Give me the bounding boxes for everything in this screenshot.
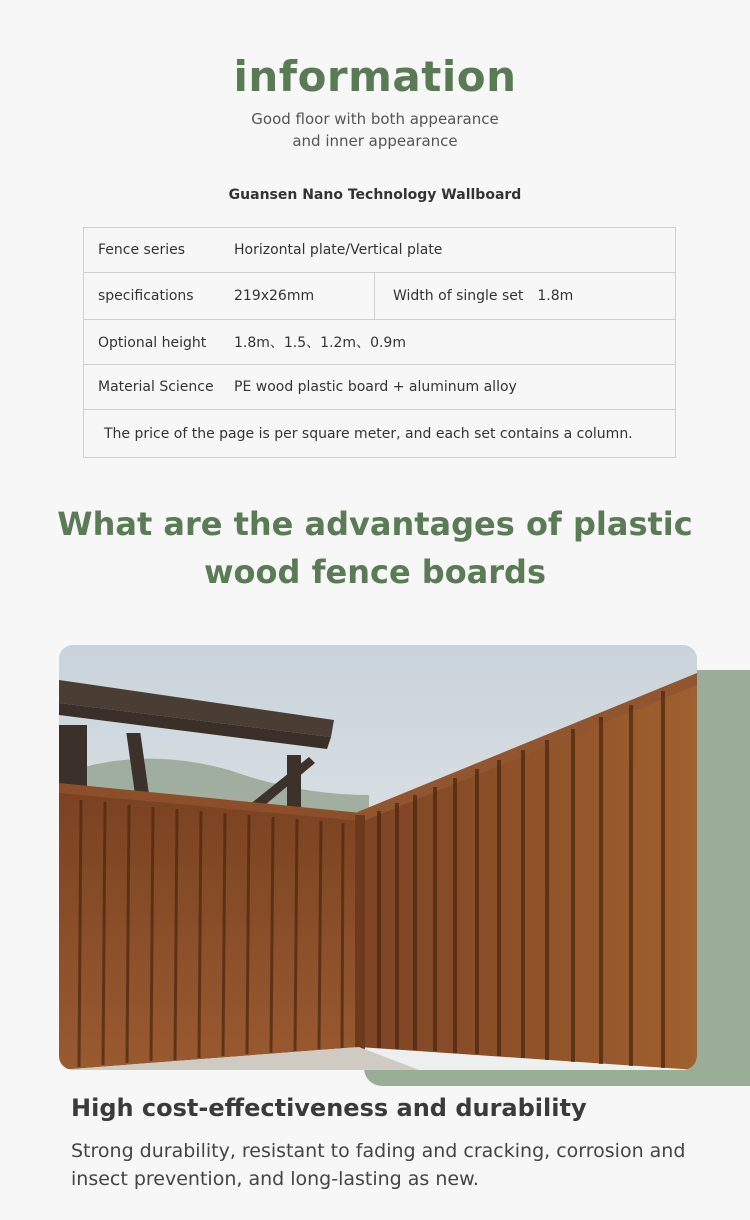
price-note: The price of the page is per square meter, and each set contains a column. — [84, 410, 676, 458]
spec-table — [83, 227, 676, 458]
material-label: Material Science — [98, 379, 214, 395]
fence-photo — [59, 645, 697, 1070]
width-value: 1.8m — [537, 288, 574, 304]
advantages-heading-line-1: What are the advantages of plastic — [57, 505, 693, 543]
fence-photo-illustration — [59, 645, 697, 1070]
optional-height-label: Optional height — [98, 335, 207, 351]
product-name: Guansen Nano Technology Wallboard — [228, 187, 522, 203]
optional-height-cell — [84, 320, 676, 365]
advantages-heading-line-2: wood fence boards — [203, 553, 546, 591]
specifications-label: specifications — [98, 288, 194, 304]
table-row — [84, 410, 676, 458]
specifications-value: 219x26mm — [234, 288, 315, 304]
benefit-text: Strong durability, resistant to fading and cracking, corrosion and insect prevention, and long-lasting as new. — [71, 1140, 686, 1190]
table-row — [84, 320, 676, 365]
benefit-title: High cost-effectiveness and durability — [71, 1094, 587, 1122]
optional-height-value: 1.8m、1.5、1.2m、0.9m — [234, 335, 406, 351]
subtitle-line-2: and inner appearance — [292, 132, 458, 150]
table-row — [84, 273, 676, 320]
specifications-cell — [84, 273, 375, 320]
page-title: information — [233, 52, 517, 101]
material-value: PE wood plastic board + aluminum alloy — [234, 379, 517, 395]
fence-series-label: Fence series — [98, 242, 185, 258]
fence-series-value: Horizontal plate/Vertical plate — [234, 242, 443, 258]
subtitle-line-1: Good floor with both appearance — [251, 110, 499, 128]
page-subtitle — [0, 108, 750, 152]
table-row — [84, 365, 676, 410]
advantages-heading — [0, 500, 750, 596]
fence-series-cell — [84, 228, 676, 273]
width-label: Width of single set — [393, 288, 524, 304]
width-cell — [375, 273, 676, 320]
material-cell — [84, 365, 676, 410]
table-row — [84, 228, 676, 273]
